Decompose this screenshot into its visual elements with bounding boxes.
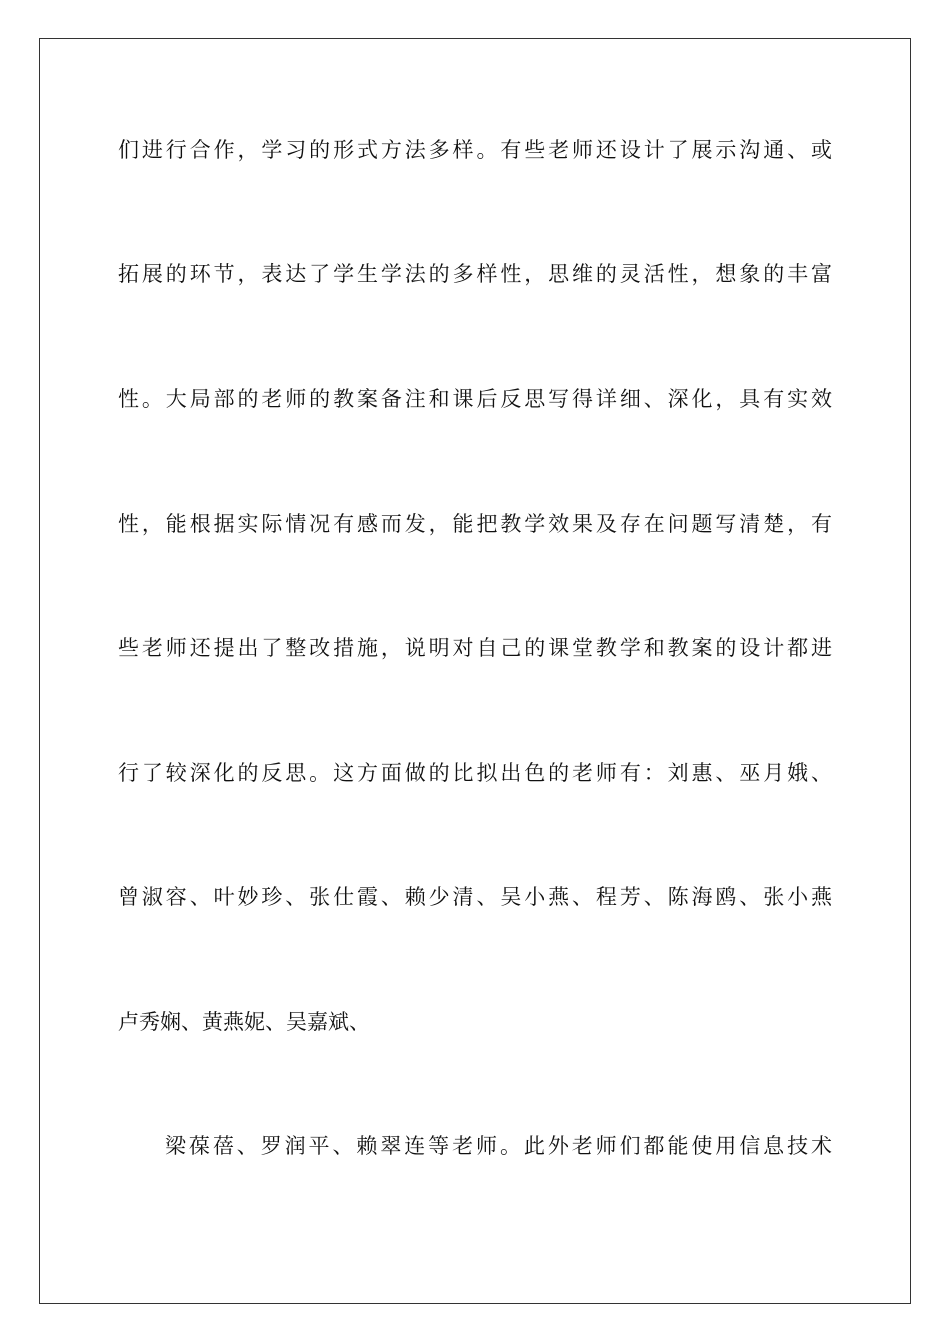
text-line-2: 拓展的环节，表达了学生学法的多样性，思维的灵活性，想象的丰富 (118, 262, 832, 286)
text-line-1: 们进行合作，学习的形式方法多样。有些老师还设计了展示沟通、或 (118, 138, 832, 162)
text-line-3: 性。大局部的老师的教案备注和课后反思写得详细、深化，具有实效 (118, 387, 832, 411)
text-line-5: 些老师还提出了整改措施，说明对自己的课堂教学和教案的设计都进 (118, 636, 832, 660)
text-line-8: 卢秀娴、黄燕妮、吴嘉斌、 (118, 1010, 370, 1034)
text-line-7: 曾淑容、叶妙珍、张仕霞、赖少清、吴小燕、程芳、陈海鸥、张小燕 (118, 885, 832, 909)
text-line-9-indented: 梁葆蓓、罗润平、赖翠连等老师。此外老师们都能使用信息技术 (165, 1134, 832, 1158)
page-border (39, 38, 911, 1304)
text-line-4: 性，能根据实际情况有感而发，能把教学效果及存在问题写清楚，有 (118, 512, 832, 536)
text-line-6: 行了较深化的反思。这方面做的比拟出色的老师有：刘惠、巫月娥、 (118, 761, 832, 785)
